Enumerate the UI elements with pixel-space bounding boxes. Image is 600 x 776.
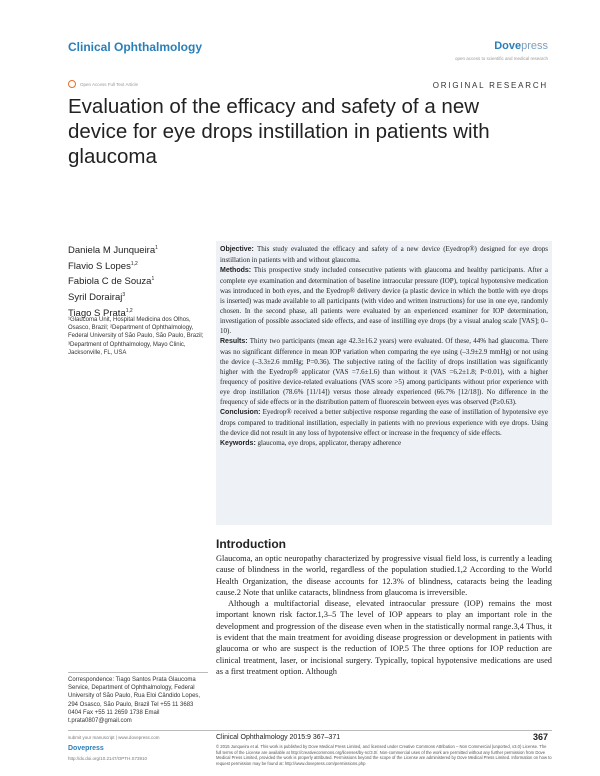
abstract-box <box>216 241 552 525</box>
abstract-keywords-label: Keywords: <box>220 440 256 447</box>
author-list <box>68 242 158 320</box>
doi-link[interactable]: http://dx.doi.org/10.2147/OPTH.S73910 <box>68 756 148 761</box>
citation: Clinical Ophthalmology 2015:9 367–371 <box>216 734 341 741</box>
publisher-logo[interactable] <box>494 40 548 52</box>
intro-paragraph: Although a multifactorial disease, elevated intraocular pressure (IOP) remains the most important known risk factor.1,3–5 The level of IOP appears to play an important role in the development and progression of the disease even when in the statistically normal range.3,4 Thus, it is evident that the main treatment for avoiding disease progression or development in patients with glaucoma or who are suspect is the reduction of IOP.5 The three options for IOP reduction are clinical treatment, laser, or incisional surgery. Typically, topical hypotensive medications are used as a first treatment option. Although <box>216 599 552 676</box>
submit-link[interactable]: submit your manuscript | www.dovepress.com <box>68 735 160 740</box>
author[interactable]: Flavio S Lopes$^{1,2}$ <box>68 260 138 272</box>
correspondence: Correspondence: Tiago Santos Prata Glaucoma Service, Department of Ophthalmology, Federal University of São Paulo, Rua Eloi Cândido Lopes, 294 Osasco, São Paulo, Brazil Tel +55 11 3683 0404 Fax +55 11 2659 1738 Email t.prata0807@gmail.com <box>68 672 208 725</box>
author[interactable]: Tiago S Prata$^{1,2}$ <box>68 307 133 319</box>
article-title: Evaluation of the efficacy and safety of a new device for eye drops instillation in patients with glaucoma <box>68 95 490 168</box>
journal-name[interactable]: Clinical Ophthalmology <box>68 40 203 54</box>
abstract-conclusion-label: Conclusion: <box>220 409 261 416</box>
abstract-results: Thirty two participants (mean age 42.3±16.2 years) were evaluated. Of these, 44% had glaucoma. There was no significant difference in mean IOP variation when comparing the eye using (–3.9±2.9 mmHg) or not using the device (–3.3±2.6 mmHg; P=0.36). The subjective rating of the facility of drops instillation was significantly higher with the Eyedrop® applicator (VAS =7.6±1.6) than without it (VAS =6.2±1.8; P<0.01), with a higher frequency of positive device-related evaluations (VAS score >5) among participants without prior experience with eye drop instillation (78.6% [11/14]) versus those already experienced (66.7% [12/18]). No difference in the frequency of side effects or in the distribution pattern of fluorescein between eyes was observed (P≥0.63). <box>220 337 549 406</box>
footer-brand[interactable]: Dovepress <box>68 745 104 752</box>
open-access-label: Open Access Full Text Article <box>80 81 138 87</box>
open-access-icon <box>68 80 76 88</box>
author[interactable]: Fabiola C de Souza$^1$ <box>68 276 155 288</box>
abstract-conclusion: Eyedrop® received a better subjective response regarding the ease of instillation of hypotensive eye drops compared to traditional instillation, especially in patients with no previous experience with eye drops. Using the device did not result in any loss of hypotensive effect or increase in the frequency of side effects. <box>220 408 549 437</box>
page-number: 367 <box>532 732 548 742</box>
section-label: ORIGINAL RESEARCH <box>432 81 548 90</box>
license-text: © 2015 Junqueira et al. This work is published by Dove Medical Press Limited, and licensed under Creative Commons Attribution – Non Commercial (unported, v3.0) License. The full terms of the License are available at http://creativecommons.org/licenses/by-nc/3.0/. Non-commercial uses of the work are permitted without any further permission from Dove Medical Press Limited, provided the work is properly attributed. Permissions beyond the scope of the License are administered by Dove Medical Press Limited. Information on how to request permission may be found at: http://www.dovepress.com/permissions.php <box>216 744 552 766</box>
abstract-methods-label: Methods: <box>220 267 252 274</box>
publisher-tagline: open access to scientific and medical research <box>454 56 548 61</box>
abstract-objective-label: Objective: <box>220 246 254 253</box>
abstract-results-label: Results: <box>220 338 248 345</box>
author[interactable]: Daniela M Junqueira$^1$ <box>68 245 158 257</box>
abstract-objective: This study evaluated the efficacy and safety of a new device (Eyedrop®) designed for eye drops instillation in patients with and without glaucoma. <box>220 245 548 264</box>
intro-paragraph: Glaucoma, an optic neuropathy characterized by progressive visual field loss, is currently a leading cause of blindness in the world, regardless of the population studied.1,2 According to the World Health Organization, the disease accounts for 12.3% of blindness, cataracts being the leading cause.2 Note that unlike cataracts, blindness from glaucoma is irreversible. <box>216 554 552 597</box>
open-access-badge <box>68 80 138 88</box>
brand-light: press <box>521 40 548 52</box>
introduction-heading: Introduction <box>216 537 286 551</box>
brand-bold: Dove <box>494 40 522 52</box>
abstract-keywords: glaucoma, eye drops, applicator, therapy adherence <box>257 439 402 447</box>
author[interactable]: Syril Dorairaj$^3$ <box>68 291 126 304</box>
affiliations: ¹Glaucoma Unit, Hospital Medicina dos Olhos, Osasco, Brazil; ²Department of Ophthalmology, Federal University of São Paulo, São Paulo, Brazil; ³Department of Ophthalmology, Mayo Clinic, Jacksonville, FL, USA <box>68 317 204 356</box>
abstract-methods: This prospective study included consecutive patients with glaucoma and healthy participants. After a complete eye examination and determination of baseline intraocular pressure (IOP), topical hypotensive medication was introduced in both eyes, and the Eyedrop® delivery device (a plastic device in which the bottle with eye drops is inserted) was made available to all participants (with video and written instructions) for use in one eye, randomly chosen. In the second phase, all patients were evaluated by an experienced examiner for IOP determination, investigation of possible associated side effects, and ease of instilling eye drops (by a visual analog scale [VAS]; 0–10). <box>220 266 548 335</box>
introduction-body <box>216 553 552 677</box>
footer-divider <box>68 730 552 731</box>
